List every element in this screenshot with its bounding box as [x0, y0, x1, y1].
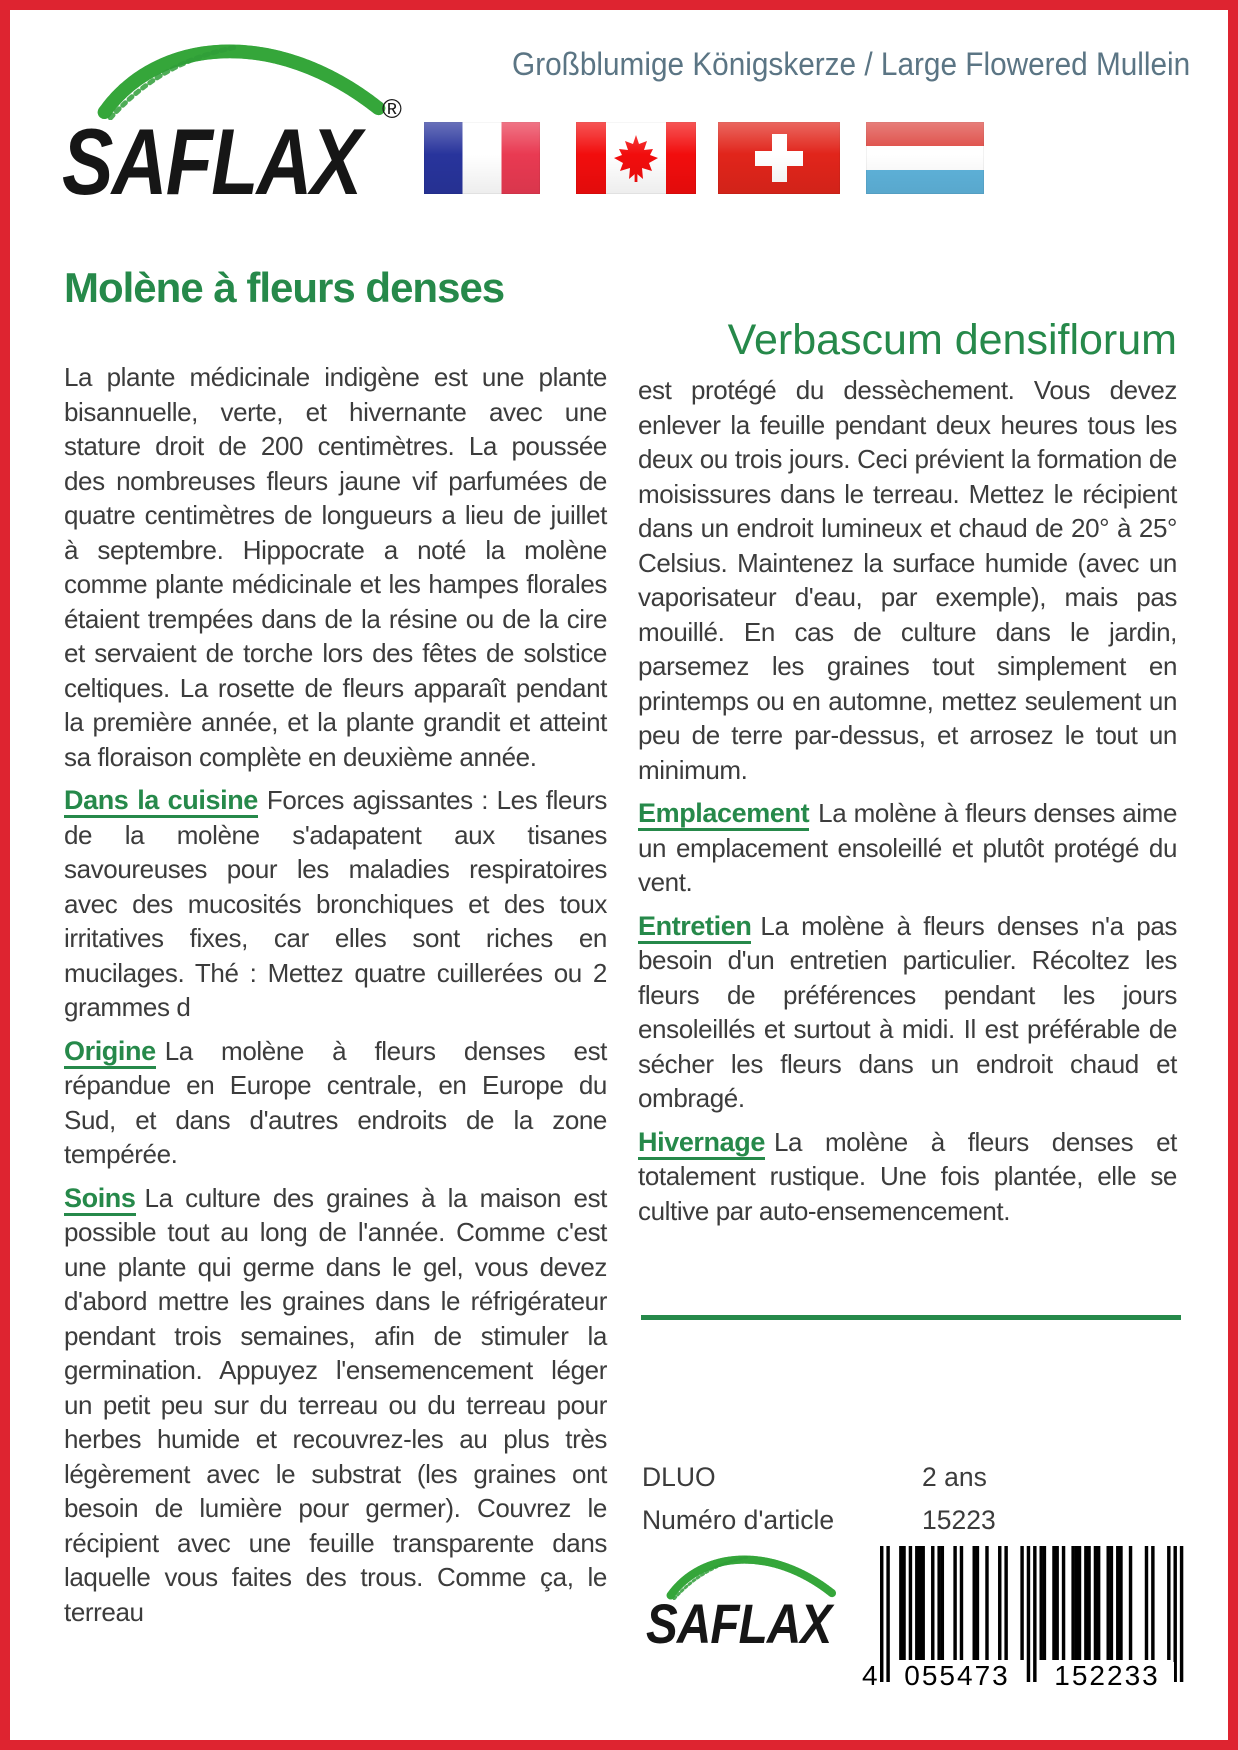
page-title: Großblumige Königskerze / Large Flowered Mullein: [511, 46, 1190, 82]
section-label-entretien: Entretien: [638, 911, 751, 944]
continuation-paragraph: est protégé du dessèchement. Vous devez enlever la feuille pendant deux heures tous les deux ou trois jours. Ceci prévient la formation de moisissures dans le terreau. Mettez le récipient dans un endroit lumineux et chaud de 20° à 25° Celsius. Maintenez la surface humide (avec un vaporisateur d'eau, par exemple), mais pas mouillé. En cas de culture dans le jardin, parsemez les graines tout simplement en printemps ou en automne, mettez seulement un peu de terre par-dessus, et arrosez le tout un minimum.: [638, 375, 1177, 785]
dluo-row: [642, 1462, 1182, 1493]
right-text-column: [638, 316, 1177, 1237]
section-label-hivernage: Hivernage: [638, 1127, 765, 1160]
country-flags: [424, 122, 984, 194]
barcode-group2: 152233: [1040, 1662, 1174, 1690]
saflax-logotype-small: SAFLAX: [646, 1592, 832, 1655]
section-origine: [64, 1034, 607, 1172]
section-text-hivernage: La molène à fleurs denses et totalement rustique. Une fois plantée, elle se cultive par auto-ensemencement.: [638, 1126, 1177, 1226]
canada-flag-icon: [576, 122, 696, 194]
intro-paragraph: La plante médicinale indigène est une plante bisannuelle, verte, et hivernante avec une stature droit de 200 centimètres. La poussée des nombreuses fleurs jaune vif parfumées de quatre centimètres de longueurs a lieu de juillet à septembre. Hippocrate a noté la molène comme plante médicinale et les hampes florales étaient trempées dans de la résine ou de la cire et servaient de torche lors des fêtes de solstice celtiques. La rosette de fleurs apparaît pendant la première année, et la plante grandit et atteint sa floraison complète en deuxième année.: [64, 362, 607, 772]
saflax-logo-arc-icon: [95, 30, 387, 120]
registered-trademark-icon: ®: [382, 94, 402, 124]
section-text-entretien: La molène à fleurs denses n'a pas besoin d'un entretien particulier. Récoltez les fleurs de préférences pendant les jours ensoleillés et surtout à midi. Il est préférable de sécher les fleurs dans un endroit chaud et ombragé.: [638, 910, 1177, 1113]
section-text-emplacement: La molène à fleurs denses aime un emplacement ensoleillé et plutôt protégé du vent.: [638, 798, 1177, 897]
section-cuisine: [64, 783, 607, 1025]
section-label-cuisine: Dans la cuisine: [64, 785, 258, 818]
section-soins: [64, 1181, 607, 1630]
left-text-column: [64, 262, 607, 1638]
switzerland-flag-icon: [718, 122, 840, 194]
section-text-origine: La molène à fleurs denses est répandue en Europe centrale, en Europe du Sud, et dans d'autres endroits de la zone tempérée.: [64, 1035, 607, 1169]
species-name-french: Molène à fleurs denses: [64, 264, 505, 311]
section-text-cuisine: Forces agissantes : Les fleurs de la molène s'adapatent aux tisanes savoureuses pour les maladies respiratoires avec des mucosités bronchiques et des toux irritatives fixes, car elles sont riches en mucilages. Thé : Mettez quatre cuillerées ou 2 grammes d: [64, 785, 607, 1022]
ean-barcode: [862, 1546, 1188, 1696]
article-number-row: [642, 1505, 1182, 1536]
section-label-origine: Origine: [64, 1036, 156, 1069]
luxembourg-flag-icon: [866, 122, 984, 194]
dluo-label: DLUO: [642, 1462, 716, 1492]
article-number-value: 15223: [922, 1505, 996, 1535]
section-label-soins: Soins: [64, 1183, 136, 1216]
article-number-label: Numéro d'article: [642, 1505, 835, 1535]
france-flag-icon: [424, 122, 540, 194]
section-hivernage: [638, 1125, 1177, 1229]
species-name-latin: Verbascum densiflorum: [727, 316, 1177, 364]
barcode-first-digit: 4: [862, 1660, 878, 1691]
section-label-emplacement: Emplacement: [638, 798, 809, 831]
saflax-logotype: SAFLAX: [62, 109, 361, 214]
dluo-value: 2 ans: [922, 1462, 987, 1492]
footer-divider: [641, 1315, 1181, 1320]
section-entretien: [638, 909, 1177, 1116]
barcode-group1: 055473: [890, 1662, 1024, 1690]
section-text-soins: La culture des graines à la maison est possible tout au long de l'année. Comme c'est une plante qui germe dans le gel, vous devez d'abord mettre les graines dans le réfrigérateur pendant trois semaines, afin de stimuler la germination. Appuyez l'ensemencement léger un petit peu sur du terreau ou du terreau pour herbes humide et recouvrez-les au plus très légèrement avec le substrat (les graines ont besoin de lumière pour germer). Couvrez le récipient avec une feuille transparente dans laquelle vous faites des trous. Comme ça, le terreau: [64, 1182, 607, 1627]
section-emplacement: [638, 796, 1177, 900]
